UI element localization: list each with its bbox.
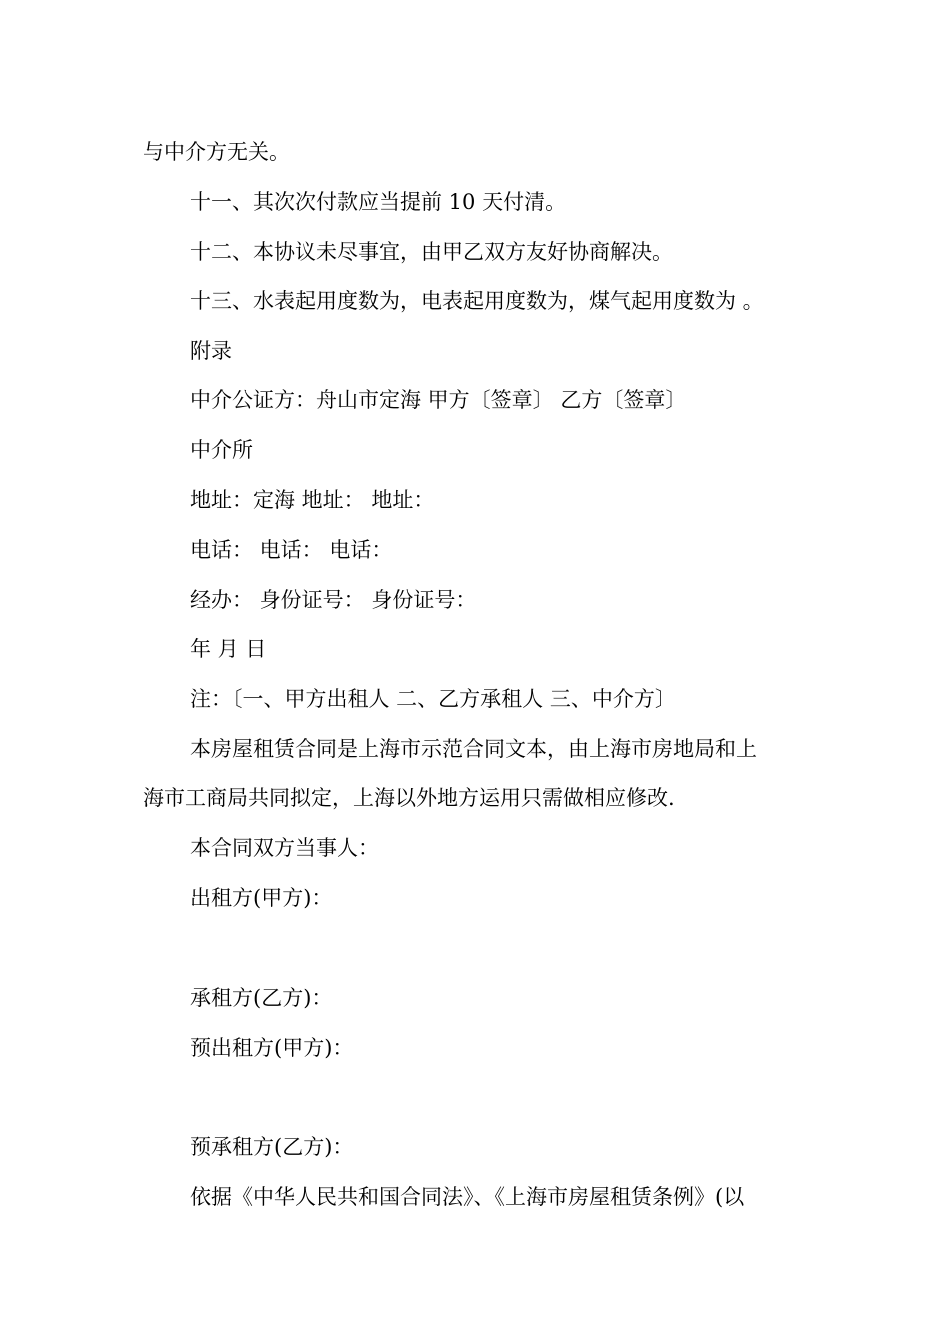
- party-line: 承租方(乙方)：: [190, 986, 333, 1010]
- paragraph-line: 十三、水表起用度数为，电表起用度数为，煤气起用度数为 。: [190, 289, 764, 313]
- paragraph-line: 依据《中华人民共和国合同法》、《上海市房屋租赁条例》(以: [190, 1185, 745, 1209]
- date-line: 年 月 日: [190, 637, 267, 661]
- paragraph-line: 十一、其次次付款应当提前 10 天付清。: [190, 190, 567, 214]
- note-line: 注：〔一、甲方出租人 二、乙方承租人 三、中介方〕: [190, 687, 676, 711]
- paragraph-line: 本合同双方当事人：: [190, 836, 379, 860]
- paragraph-line: 经办： 身份证号： 身份证号：: [190, 588, 477, 612]
- section-heading: 附录: [190, 339, 232, 363]
- party-line: 预承租方(乙方)：: [190, 1135, 354, 1159]
- paragraph-line: 电话： 电话： 电话：: [190, 538, 393, 562]
- paragraph-line: 地址：定海 地址： 地址：: [190, 488, 435, 512]
- paragraph-line: 中介公证方：舟山市定海 甲方〔签章〕 乙方〔签章〕: [190, 388, 687, 412]
- paragraph-line: 海市工商局共同拟定，上海以外地方运用只需做相应修改.: [143, 786, 675, 810]
- paragraph-line: 本房屋租赁合同是上海市示范合同文本，由上海市房地局和上: [190, 737, 757, 761]
- party-line: 预出租方(甲方)：: [190, 1036, 354, 1060]
- paragraph-line: 与中介方无关。: [143, 140, 290, 164]
- party-line: 出租方(甲方)：: [190, 886, 333, 910]
- paragraph-line: 中介所: [190, 438, 253, 462]
- paragraph-line: 十二、本协议未尽事宜，由甲乙双方友好协商解决。: [190, 240, 673, 264]
